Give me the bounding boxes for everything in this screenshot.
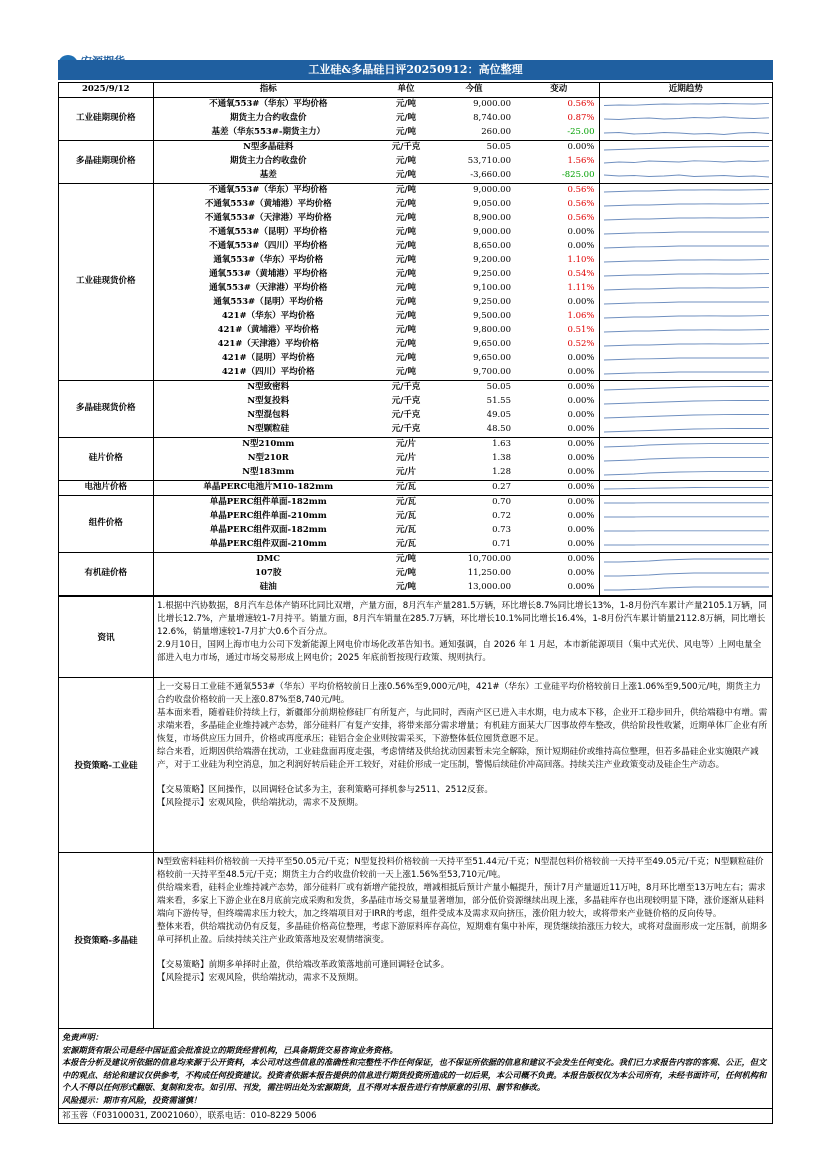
indicator-name: 421#（昆明）平均价格 [221, 352, 315, 363]
trend-line [604, 103, 769, 105]
trend-sparkline [599, 126, 772, 141]
value-cell: 0.73 [492, 524, 511, 535]
header-unit: 单位 [383, 83, 429, 97]
table-row [59, 140, 772, 155]
trend-line [604, 343, 769, 346]
strategy-paragraph: 上一交易日工业硅不通氧553#（华东）平均价格较前日上涨0.56%至9,000元/吨，421#（华东）工业硅平均价格较前日上涨1.06%至9,500元/吨，期货主力合约收盘价格较前一天上涨0.87%至8,740元/吨。 [157, 681, 761, 705]
unit-cell: 元/吨 [383, 126, 429, 141]
value-cell: 9,800.00 [473, 324, 511, 335]
value-cell: 0.72 [492, 510, 511, 521]
table-row [59, 538, 772, 553]
trend-line [604, 358, 769, 360]
indicator-name: N型多晶硅料 [243, 141, 294, 152]
trend-sparkline [599, 395, 772, 409]
indicator-name: 单晶PERC组件双面-182mm [209, 524, 327, 535]
unit-cell: 元/片 [383, 466, 429, 481]
table-row [59, 155, 772, 169]
unit-cell: 元/吨 [395, 240, 417, 251]
indicator-name: 421#（华东）平均价格 [221, 310, 315, 321]
change-cell: 0.00% [519, 581, 599, 596]
table-row [59, 423, 772, 438]
trend-line [604, 472, 769, 475]
indicator-name: 不通氧553#（华东）平均价格 [209, 184, 328, 195]
change-cell: 0.00% [567, 240, 595, 251]
change-cell: -25.00 [519, 126, 599, 141]
indicator-name: 基差（华东553#-期货主力） [153, 126, 383, 141]
value-cell: 9,100.00 [473, 282, 511, 293]
report-frame [58, 82, 773, 1124]
indicator-name: 单晶PERC组件双面-210mm [153, 538, 383, 553]
indicator-name: 不通氧553#（天津港）平均价格 [204, 212, 332, 223]
trend-line [604, 372, 769, 374]
value-cell: 11,250.00 [467, 567, 511, 578]
trend-line [604, 302, 769, 304]
change-cell: 1.11% [567, 282, 595, 293]
trend-sparkline [599, 268, 772, 282]
unit-cell: 元/片 [395, 438, 417, 449]
news-body [154, 597, 772, 677]
strategy-paragraph: 供给端来看，硅料企业维持减产态势，部分硅料厂或有新增产能投放，增减相抵后预计产量小幅提升，预计7月产量逼近11万吨，8月环比增至13万吨左右；需求端来看，多家上下游企业在8月底前完成采购和发货，多晶硅市场交易量显著增加，部分低价资源继续出现上涨，多晶硅库存也出现较明显下降，涨价逐渐从硅料端向下游传导，但终端需求压力较大，加之终端项目对于IRR的考虑，组件受成本及需求双向挤压，涨价阻力较大，或将带来产业链价格的反向传导。 [157, 882, 766, 919]
trend-sparkline [599, 466, 772, 481]
value-cell: 0.27 [429, 480, 519, 495]
indicator-name: 不通氧553#（四川）平均价格 [209, 240, 328, 251]
category-label: 电池片价格 [59, 480, 153, 495]
table-row [59, 226, 772, 240]
disclaimer-line: 本报告分析及建议所依据的信息均来源于公开资料，本公司对这些信息的准确性和完整性不作任何保证，也不保证所依据的信息和建议不会发生任何变化。我们已力求报告内容的客观、公正，但文中的观点、结论和建议仅供参考，不构成任何投资建议。投资者依据本报告提供的信息进行期货投资所造成的一切后果，本公司概不负责。本报告版权仅为本公司所有，未经书面许可，任何机构和个人不得以任何形式翻版、复制和发布。如引用、刊发，需注明出处为宏源期货，且不得对本报告进行有悖原意的引用、删节和修改。 [62, 1057, 767, 1093]
value-cell: 9,000.00 [473, 184, 511, 195]
trend-sparkline [599, 140, 772, 155]
trend-line [604, 161, 769, 163]
table-row [59, 552, 772, 567]
change-cell: 0.00% [567, 524, 595, 535]
trend-sparkline [599, 437, 772, 452]
change-cell: 0.51% [567, 324, 595, 335]
change-cell: 0.00% [567, 496, 595, 507]
trend-sparkline [599, 198, 772, 212]
value-cell: -3,660.00 [429, 169, 519, 184]
category-label: 硅片价格 [59, 437, 153, 480]
indicator-name: DMC [256, 553, 281, 564]
value-cell: 9,050.00 [473, 198, 511, 209]
trend-line [604, 203, 769, 206]
trend-line [604, 458, 769, 461]
strategy-si-label: 投资策略-工业硅 [59, 678, 154, 852]
change-cell: 0.56% [567, 98, 595, 109]
table-row [59, 198, 772, 212]
change-cell: 0.00% [519, 366, 599, 381]
trend-line [604, 246, 769, 248]
header-today: 今值 [429, 83, 519, 97]
trend-line [604, 232, 769, 234]
unit-cell: 元/吨 [395, 268, 417, 279]
indicator-name: N型颗粒硅 [153, 423, 383, 438]
analyst-contact: 祁玉蓉（F03100031, Z0021060），联系电话：010-8229 5006 [59, 1108, 772, 1123]
unit-cell: 元/千克 [391, 409, 421, 420]
trend-sparkline [599, 567, 772, 581]
category-label: 多晶硅现货价格 [59, 380, 153, 437]
unit-cell: 元/瓦 [395, 510, 417, 521]
unit-cell: 元/瓦 [383, 480, 429, 495]
trend-line [604, 117, 769, 120]
value-cell: 51.55 [486, 395, 511, 406]
unit-cell: 元/瓦 [395, 496, 417, 507]
change-cell: 1.10% [567, 254, 595, 265]
trend-sparkline [599, 97, 772, 112]
category-label: 有机硅价格 [59, 552, 153, 595]
risk-warning: 【风险提示】宏观风险，供给端扰动，需求不及预期。 [157, 797, 364, 808]
unit-cell: 元/吨 [395, 567, 417, 578]
change-cell: 0.54% [567, 268, 595, 279]
change-cell: 0.00% [567, 381, 595, 392]
table-row [59, 524, 772, 538]
value-cell: 9,000.00 [473, 98, 511, 109]
indicator-name: 107胶 [255, 567, 282, 578]
change-cell: 0.00% [567, 510, 595, 521]
trend-sparkline [599, 352, 772, 366]
value-cell: 53,710.00 [467, 155, 511, 166]
trend-line [604, 573, 769, 576]
value-cell: 13,000.00 [429, 581, 519, 596]
trend-line [604, 428, 769, 432]
change-cell: -825.00 [519, 169, 599, 184]
trend-sparkline [599, 338, 772, 352]
table-row [59, 169, 772, 184]
change-cell: 0.00% [567, 141, 595, 152]
header-date: 2025/9/12 [59, 83, 153, 97]
indicator-name: N型210R [247, 452, 289, 463]
unit-cell: 元/千克 [391, 141, 421, 152]
unit-cell: 元/千克 [383, 423, 429, 438]
change-cell: 0.00% [567, 395, 595, 406]
table-row [59, 452, 772, 466]
trend-sparkline [599, 480, 772, 495]
change-cell: 0.00% [567, 409, 595, 420]
trend-line [604, 400, 769, 404]
indicator-name: 期货主力合约收盘价 [229, 112, 307, 123]
trend-sparkline [599, 324, 772, 338]
change-cell: 0.00% [519, 480, 599, 495]
strategy-paragraph: 综合来看，近期因供给端潜在扰动，工业硅盘面再度走强，考虑情绪及供给扰动因素暂未完全解除，预计短期硅价或维持高位整理，但若多晶硅企业实施限产减产，对于工业硅为利空消息，加之利润好转后硅企开工较好，对硅价形成一定压制，警惕后续硅价冲高回落。持续关注产业政策变动及硅企生产动态。 [157, 746, 759, 770]
trend-line [604, 414, 769, 418]
change-cell: 0.00% [567, 438, 595, 449]
unit-cell: 元/千克 [391, 381, 421, 392]
indicator-name: 通氧553#（黄埔港）平均价格 [209, 268, 328, 279]
trend-sparkline [599, 380, 772, 395]
change-cell: 0.56% [567, 198, 595, 209]
trade-strategy: 【交易策略】区间操作，以回调轻仓试多为主，套利策略可择机参与2511、2512反套。 [157, 784, 493, 795]
trend-line [604, 315, 769, 318]
trend-sparkline [599, 409, 772, 423]
trend-line [604, 386, 769, 390]
trend-sparkline [599, 495, 772, 510]
change-cell: 1.06% [567, 310, 595, 321]
indicator-name: 单晶PERC电池片M10-182mm [153, 480, 383, 495]
indicator-name: 不通氧553#（华东）平均价格 [209, 98, 328, 109]
change-cell: 0.52% [567, 338, 595, 349]
trend-sparkline [599, 452, 772, 466]
trend-sparkline [599, 296, 772, 310]
table-row [59, 126, 772, 141]
strategy-poly-label: 投资策略-多晶硅 [59, 853, 154, 1028]
change-cell: 0.00% [567, 553, 595, 564]
trend-sparkline [599, 524, 772, 538]
value-cell: 9,650.00 [473, 352, 511, 363]
trend-line [604, 329, 769, 332]
value-cell: 9,250.00 [473, 296, 511, 307]
report-title: 工业硅&多晶硅日评20250912：高位整理 [58, 60, 773, 80]
unit-cell: 元/瓦 [395, 524, 417, 535]
value-cell: 9,700.00 [429, 366, 519, 381]
value-cell: 0.70 [492, 496, 511, 507]
value-cell: 1.28 [429, 466, 519, 481]
table-row [59, 395, 772, 409]
strategy-poly-body [154, 853, 772, 1028]
table-row [59, 366, 772, 381]
category-label: 组件价格 [59, 495, 153, 552]
unit-cell: 元/吨 [383, 581, 429, 596]
trend-sparkline [599, 169, 772, 184]
trend-line [604, 273, 769, 276]
table-row [59, 480, 772, 495]
trend-line [604, 132, 769, 134]
unit-cell: 元/吨 [383, 169, 429, 184]
value-cell: 50.05 [486, 381, 511, 392]
unit-cell: 元/吨 [395, 282, 417, 293]
unit-cell: 元/吨 [383, 366, 429, 381]
trend-line [604, 259, 769, 262]
value-cell: 260.00 [429, 126, 519, 141]
table-body [59, 97, 772, 595]
value-cell: 9,500.00 [473, 310, 511, 321]
unit-cell: 元/吨 [395, 553, 417, 564]
strategy-poly-section [59, 852, 772, 1028]
trend-line [604, 146, 769, 150]
trend-sparkline [599, 581, 772, 596]
table-row [59, 409, 772, 423]
value-cell: 1.38 [492, 452, 511, 463]
value-cell: 9,200.00 [473, 254, 511, 265]
trend-sparkline [599, 423, 772, 438]
indicator-name: 单晶PERC组件单面-210mm [209, 510, 327, 521]
table-header-row [59, 83, 772, 97]
indicator-name: 通氧553#（华东）平均价格 [213, 254, 324, 265]
indicator-name: 不通氧553#（黄埔港）平均价格 [204, 198, 332, 209]
unit-cell: 元/吨 [395, 254, 417, 265]
trend-line [604, 587, 769, 590]
value-cell: 10,700.00 [467, 553, 511, 564]
table-row [59, 212, 772, 226]
value-cell: 49.05 [486, 409, 511, 420]
trend-sparkline [599, 366, 772, 381]
table-row [59, 437, 772, 452]
trend-line [604, 559, 769, 562]
trend-line [604, 287, 769, 290]
unit-cell: 元/吨 [395, 212, 417, 223]
change-cell: 0.00% [567, 567, 595, 578]
unit-cell: 元/吨 [395, 184, 417, 195]
trend-sparkline [599, 212, 772, 226]
strategy-si-body [154, 678, 772, 852]
unit-cell: 元/吨 [395, 198, 417, 209]
trend-sparkline [599, 538, 772, 553]
unit-cell: 元/吨 [395, 98, 417, 109]
indicator-name: 期货主力合约收盘价 [229, 155, 307, 166]
table-row [59, 183, 772, 198]
value-cell: 9,000.00 [473, 226, 511, 237]
change-cell: 0.00% [567, 296, 595, 307]
indicator-name: N型复投料 [247, 395, 290, 406]
value-cell: 8,650.00 [473, 240, 511, 251]
trade-strategy: 【交易策略】前期多单择时止盈，供给端改革政策落地前可逢回调轻仓试多。 [157, 959, 450, 970]
change-cell: 0.56% [567, 184, 595, 195]
trend-sparkline [599, 240, 772, 254]
unit-cell: 元/吨 [395, 112, 417, 123]
trend-sparkline [599, 183, 772, 198]
risk-warning: 【风险提示】宏观风险，供给端扰动，需求不及预期。 [157, 972, 364, 983]
trend-sparkline [599, 112, 772, 126]
table-row [59, 466, 772, 481]
unit-cell: 元/吨 [395, 338, 417, 349]
trend-line [604, 175, 769, 177]
indicator-name: 通氧553#（昆明）平均价格 [213, 296, 324, 307]
table-row [59, 352, 772, 366]
table-row [59, 97, 772, 112]
change-cell: 0.00% [519, 538, 599, 553]
table-row [59, 581, 772, 596]
unit-cell: 元/瓦 [383, 538, 429, 553]
strategy-paragraph [157, 947, 769, 959]
value-cell: 1.63 [492, 438, 511, 449]
category-label: 多晶硅期现价格 [59, 140, 153, 183]
change-cell: 0.56% [567, 212, 595, 223]
change-cell: 1.56% [567, 155, 595, 166]
unit-cell: 元/吨 [395, 310, 417, 321]
category-label: 工业硅现货价格 [59, 183, 153, 380]
unit-cell: 元/吨 [395, 296, 417, 307]
indicator-name: N型致密料 [247, 381, 290, 392]
unit-cell: 元/吨 [395, 324, 417, 335]
change-cell: 0.00% [519, 423, 599, 438]
change-cell: 0.00% [567, 452, 595, 463]
indicator-name: 硅油 [153, 581, 383, 596]
trend-sparkline [599, 510, 772, 524]
table-row [59, 338, 772, 352]
trend-line [604, 217, 769, 220]
table-row [59, 324, 772, 338]
disclaimer-line: 宏源期货有限公司是经中国证监会批准设立的期货经营机构，已具备期货交易咨询业务资格。 [62, 1044, 398, 1055]
indicator-name: 421#（四川）平均价格 [153, 366, 383, 381]
indicator-name: 421#（天津港）平均价格 [217, 338, 319, 349]
table-row [59, 240, 772, 254]
table-row [59, 296, 772, 310]
value-cell: 50.05 [486, 141, 511, 152]
unit-cell: 元/吨 [395, 352, 417, 363]
change-cell: 0.87% [567, 112, 595, 123]
table-row [59, 567, 772, 581]
category-label: 工业硅期现价格 [59, 97, 153, 140]
strategy-si-section [59, 677, 772, 852]
table-row [59, 380, 772, 395]
indicator-name: 单晶PERC组件单面-182mm [209, 496, 327, 507]
header-trend: 近期趋势 [599, 83, 772, 97]
table-row [59, 495, 772, 510]
table-row [59, 510, 772, 524]
unit-cell: 元/吨 [395, 226, 417, 237]
trend-line [604, 189, 769, 192]
header-indicator: 指标 [153, 83, 383, 97]
indicator-name: 基差 [153, 169, 383, 184]
value-cell: 9,250.00 [473, 268, 511, 279]
table-row [59, 282, 772, 296]
value-cell: 9,650.00 [473, 338, 511, 349]
unit-cell: 元/吨 [395, 155, 417, 166]
value-cell: 0.71 [429, 538, 519, 553]
strategy-paragraph: N型致密料硅料价格较前一天持平至50.05元/千克；N型复投料价格较前一天持平至51.44元/千克；N型混包料价格较前一天持平至49.05元/千克；N型颗粒硅价格较前一天持平至48.5元/千克；期货主力合约收盘价较前一天上涨1.56%至53,710元/吨。 [157, 856, 764, 880]
unit-cell: 元/片 [395, 452, 417, 463]
indicator-name: 421#（黄埔港）平均价格 [217, 324, 319, 335]
trend-sparkline [599, 282, 772, 296]
trend-line [604, 487, 769, 489]
trend-sparkline [599, 226, 772, 240]
indicator-name: 不通氧553#（昆明）平均价格 [209, 226, 328, 237]
table-row [59, 112, 772, 126]
risk-notice: 风险提示：期市有风险，投资需谨慎！ [62, 1094, 202, 1105]
change-cell: 0.00% [519, 466, 599, 481]
trend-sparkline [599, 155, 772, 169]
indicator-name: N型183mm [153, 466, 383, 481]
indicator-name: N型210mm [242, 438, 295, 449]
news-paragraph: 1.根据中汽协数据，8月汽车总体产销环比同比双增，产量方面，8月汽车产量281.5万辆，环比增长8.7%同比增长13%，1-8月份汽车累计产量2105.1万辆，同比增长12.7%，产量增速较1-7月持平。销量方面，8月汽车销量在285.7万辆，环比增长10.1%同比增长16.4%，1-8月份汽车累计销量2112.8万辆，同比增长12.6%，销量增速较1-7月扩大0.6个百分点。 [157, 600, 768, 637]
table-row [59, 254, 772, 268]
header-change: 变动 [519, 83, 599, 97]
table-row [59, 268, 772, 282]
disclaimer [59, 1028, 772, 1109]
trend-sparkline [599, 552, 772, 567]
value-cell: 8,740.00 [473, 112, 511, 123]
disclaimer-title: 免责声明： [62, 1031, 103, 1042]
change-cell: 0.00% [567, 352, 595, 363]
news-section [59, 596, 772, 677]
unit-cell: 元/千克 [391, 395, 421, 406]
trend-sparkline [599, 310, 772, 324]
value-cell: 8,900.00 [473, 212, 511, 223]
strategy-paragraph: 基本面来看，随着硅价持续上行，新疆部分前期检修硅厂有所复产，与此同时，西南产区已进入丰水期，电力成本下移，企业开工稳步回升，供给端稳中有增。需求端来看，多晶硅企业维持减产态势，部分硅料厂有复产安排，将带来部分需求增量；有机硅方面某大厂因事故停车整改，供给阶段性收紧，近期单体厂企业有所恢复，市场供应压力回升，价格或再度承压；硅铝合金企业则按需采买，下游整体低位囤货意愿不足。 [157, 707, 768, 744]
trend-sparkline [599, 254, 772, 268]
strategy-paragraph [157, 772, 769, 784]
indicator-name: N型混包料 [247, 409, 290, 420]
table-row [59, 310, 772, 324]
trend-line [604, 444, 769, 447]
news-paragraph: 2.9月10日，国网上海市电力公司下发新能源上网电价市场化改革告知书。通知强调，自 2026 年 1 月起，本市新能源项目（集中式光伏、风电等）上网电量全部进入电力市场，通过市场交易形成上网电价；2025 年底前暂按现行政策、规则执行。 [157, 639, 762, 663]
value-cell: 48.50 [429, 423, 519, 438]
change-cell: 0.00% [567, 226, 595, 237]
news-label: 资讯 [59, 597, 154, 677]
strategy-paragraph: 整体来看，供给端扰动仍有反复，多晶硅价格高位整理，考虑下游原料库存高位，短期难有集中补库，现货继续抬涨压力较大，或将对盘面形成一定压制，前期多单可择机止盈。后续持续关注产业政策落地及宏观情绪演变。 [157, 921, 768, 945]
indicator-name: 通氧553#（天津港）平均价格 [209, 282, 328, 293]
price-table [59, 83, 772, 596]
